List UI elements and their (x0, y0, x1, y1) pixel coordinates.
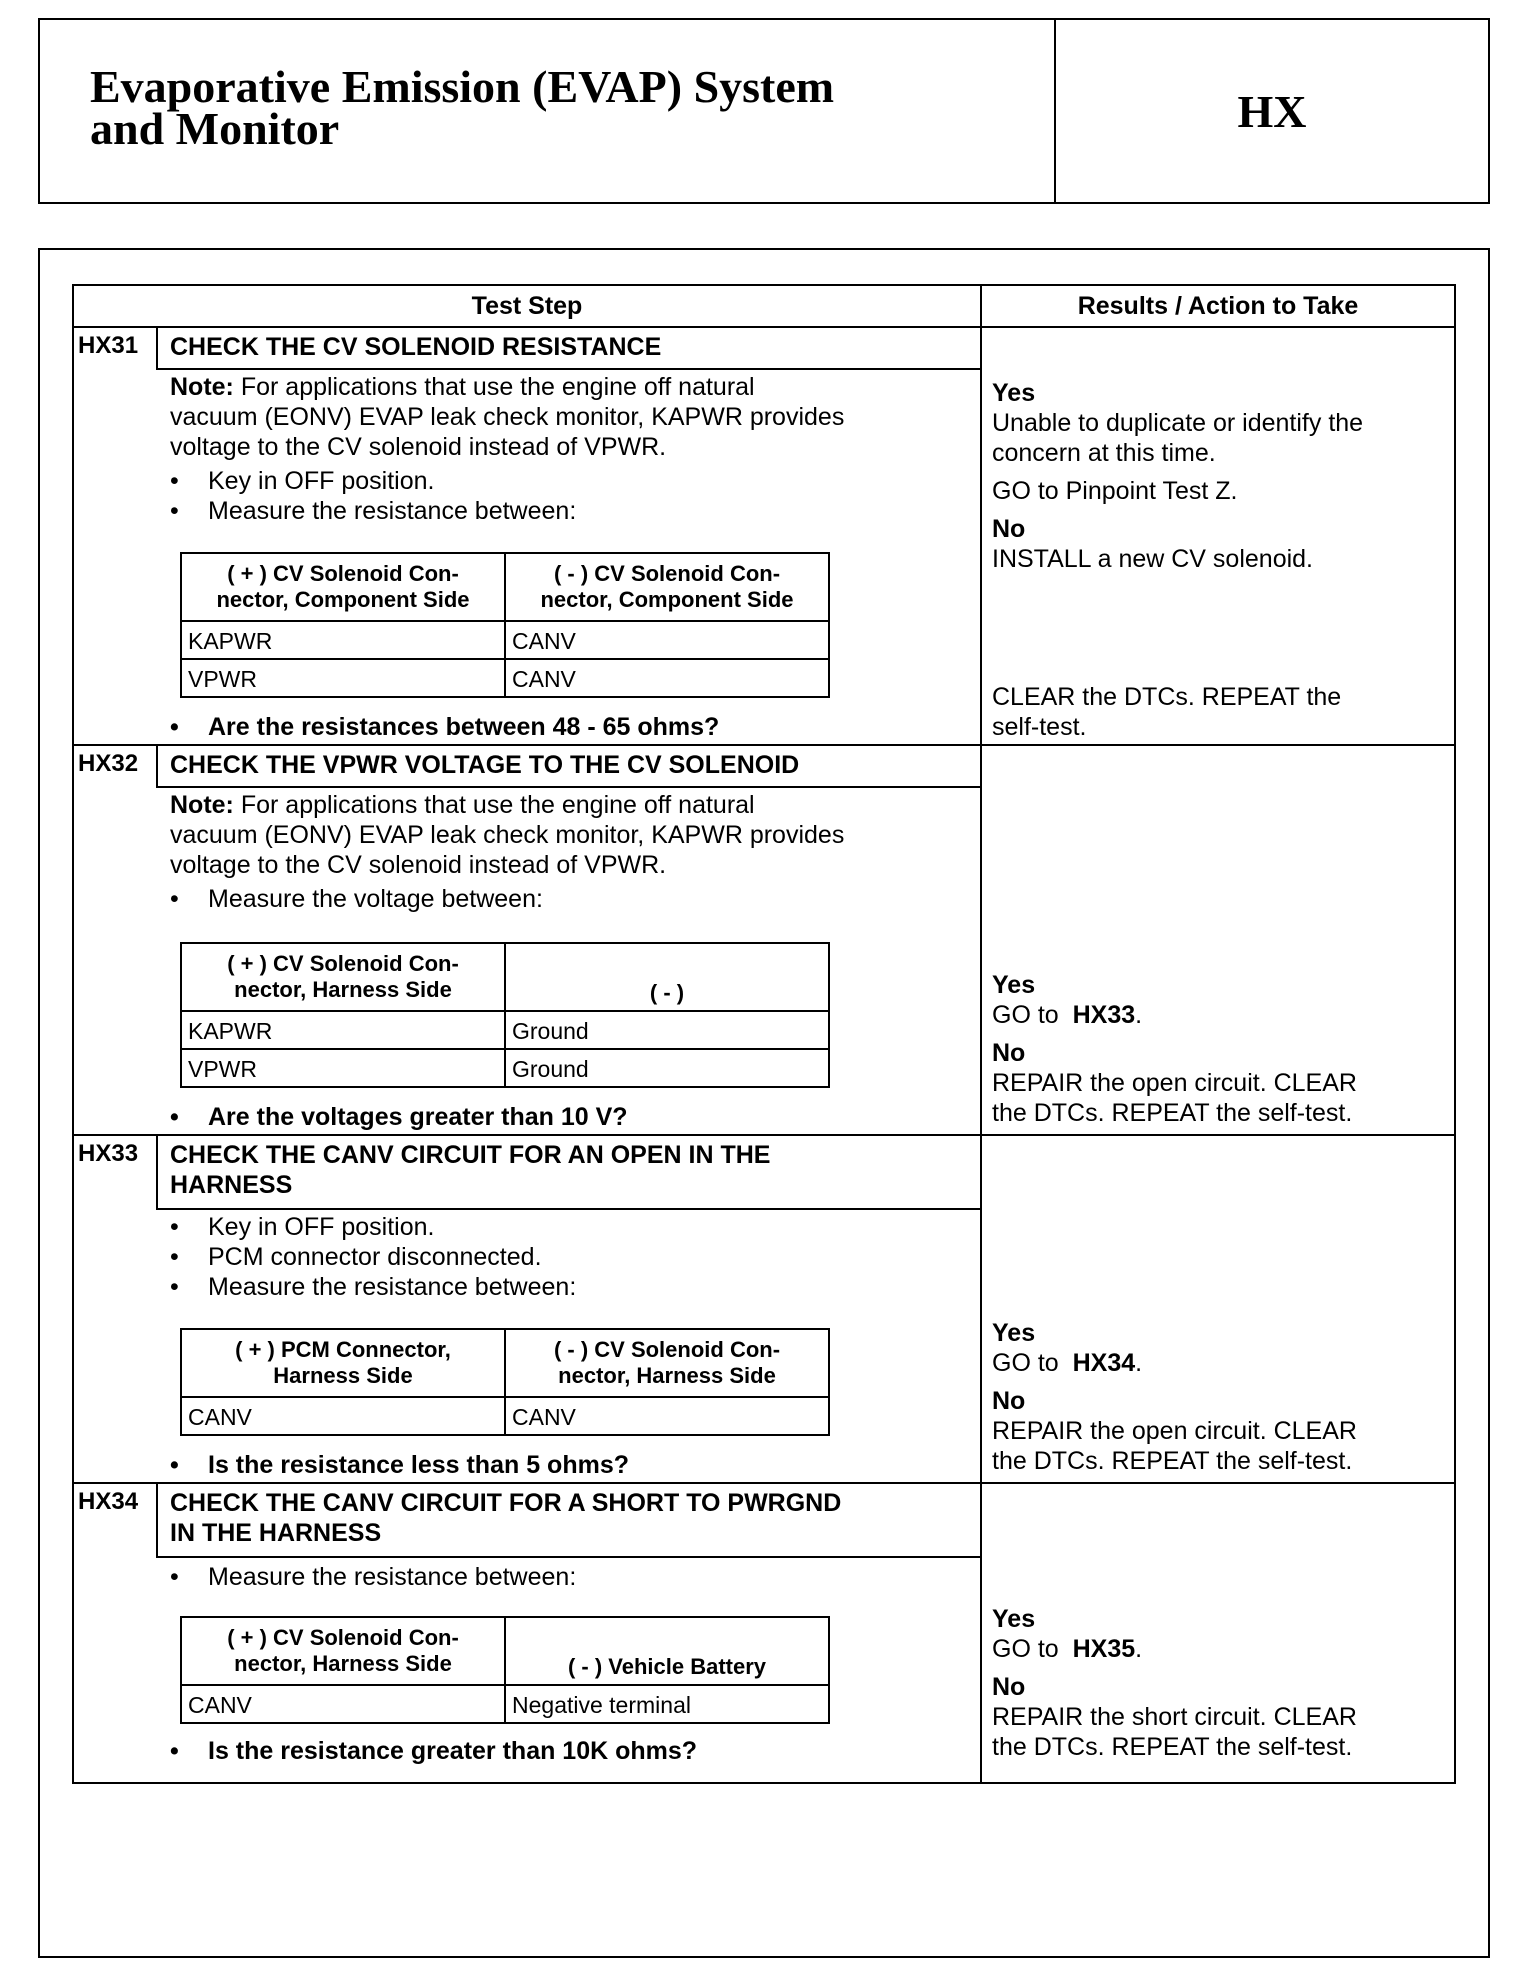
note-line: For applications that use the engine off natural (240, 791, 755, 819)
step-result (992, 378, 1452, 574)
inner-header: ( - ) CV Solenoid Con- nector, Component Side (540, 561, 794, 612)
bullet-glyph: • (170, 713, 179, 741)
step-result (992, 970, 1452, 1128)
result-line: the DTCs. REPEAT the self-test. (992, 1733, 1353, 1761)
result-line (992, 1634, 1452, 1664)
title-line: CHECK THE CANV CIRCUIT FOR A SHORT TO PWRGND (170, 1489, 842, 1517)
inner-header: ( + ) CV Solenoid Con- nector, Harness Side (227, 951, 459, 1002)
col-header-results: Results / Action to Take (1077, 291, 1359, 320)
bullet-text: Measure the resistance between: (208, 1273, 577, 1301)
column-divider (980, 286, 982, 1782)
step-id-divider (156, 746, 158, 786)
result-line: REPAIR the short circuit. CLEAR (992, 1703, 1357, 1731)
bullet-glyph: • (170, 1737, 179, 1765)
section-code: HX (1237, 85, 1307, 137)
step-id-divider (156, 328, 158, 368)
yes-label: Yes (992, 1319, 1036, 1347)
no-label: No (992, 1039, 1026, 1067)
page-header (38, 18, 1490, 204)
test-step-table (72, 284, 1456, 1784)
step-result (992, 1318, 1452, 1476)
step-result-extra (992, 682, 1452, 742)
step-question (170, 1736, 697, 1766)
step-title-underline (156, 786, 980, 788)
go-to-text: GO to (992, 1349, 1059, 1377)
result-line (992, 1348, 1452, 1378)
inner-cell: Ground (512, 1056, 589, 1082)
bullet-glyph: • (170, 1213, 179, 1241)
step-divider (74, 744, 1454, 746)
inner-cell: CANV (188, 1692, 252, 1718)
inner-cell: KAPWR (188, 1018, 273, 1044)
bullet-glyph: • (170, 1273, 179, 1301)
note-line: For applications that use the engine off natural (240, 373, 755, 401)
bullet-glyph: • (170, 1563, 179, 1591)
note-line: voltage to the CV solenoid instead of VPWR. (170, 851, 667, 879)
inner-header: ( - ) Vehicle Battery (567, 1654, 767, 1679)
bullet-text: Measure the resistance between: (208, 497, 577, 525)
inner-header: ( + ) PCM Connector, Harness Side (235, 1337, 451, 1388)
step-id: HX31 (78, 332, 139, 359)
bullet-item (170, 1272, 576, 1302)
result-line: INSTALL a new CV solenoid. (992, 545, 1313, 573)
title-line: IN THE HARNESS (170, 1519, 382, 1547)
question-text: Are the resistances between 48 - 65 ohms? (208, 713, 720, 741)
step-title-underline (156, 1556, 980, 1558)
step-question (170, 1450, 629, 1480)
inner-cell: CANV (512, 666, 576, 692)
period: . (1135, 1349, 1143, 1377)
step-title: CHECK THE VPWR VOLTAGE TO THE CV SOLENOID (170, 751, 800, 779)
yes-label: Yes (992, 1605, 1036, 1633)
title-line-1: Evaporative Emission (EVAP) System (90, 61, 835, 112)
page-title (90, 61, 1040, 154)
step-id-divider (156, 1484, 158, 1556)
note-label: Note: (170, 791, 234, 819)
bullet-text: PCM connector disconnected. (208, 1243, 542, 1271)
bullet-item (170, 496, 576, 526)
bullet-item (170, 1212, 434, 1242)
bullet-item (170, 884, 543, 914)
inner-header: ( + ) CV Solenoid Con- nector, Component Side (216, 561, 470, 612)
step-result (992, 1604, 1452, 1762)
step-id: HX34 (78, 1488, 139, 1515)
inner-header: ( - ) CV Solenoid Con- nector, Harness Side (553, 1337, 781, 1388)
go-to-target: HX35 (1072, 1635, 1136, 1663)
bullet-text: Key in OFF position. (208, 1213, 435, 1241)
go-to-text: GO to (992, 1001, 1059, 1029)
question-text: Is the resistance greater than 10K ohms? (208, 1737, 698, 1765)
bullet-text: Measure the voltage between: (208, 885, 543, 913)
note-line: vacuum (EONV) EVAP leak check monitor, KAPWR provides (170, 821, 845, 849)
result-line: the DTCs. REPEAT the self-test. (992, 1099, 1353, 1127)
note-line: voltage to the CV solenoid instead of VPWR. (170, 433, 667, 461)
bullet-glyph: • (170, 1103, 179, 1131)
col-header-test-step: Test Step (471, 291, 583, 320)
note-label: Note: (170, 373, 234, 401)
inner-cell: VPWR (188, 666, 257, 692)
step-question (170, 712, 719, 742)
go-to-text: GO to (992, 1635, 1059, 1663)
bullet-item (170, 466, 434, 496)
yes-label: Yes (992, 379, 1036, 407)
step-divider (74, 1134, 1454, 1136)
result-line: GO to Pinpoint Test Z. (992, 477, 1238, 505)
step-title (170, 1140, 960, 1200)
inner-header: ( + ) CV Solenoid Con- nector, Harness Side (227, 1625, 459, 1676)
bullet-glyph: • (170, 1243, 179, 1271)
measurement-table (180, 1616, 830, 1724)
bullet-glyph: • (170, 497, 179, 525)
bullet-glyph: • (170, 885, 179, 913)
step-id: HX33 (78, 1140, 139, 1167)
no-label: No (992, 1387, 1026, 1415)
step-question (170, 1102, 628, 1132)
inner-cell: CANV (188, 1404, 252, 1430)
step-title-underline (156, 368, 980, 370)
step-title (170, 1488, 960, 1548)
result-line: the DTCs. REPEAT the self-test. (992, 1447, 1353, 1475)
yes-label: Yes (992, 971, 1036, 999)
result-line: CLEAR the DTCs. REPEAT the (992, 683, 1342, 711)
measurement-table (180, 1328, 830, 1436)
result-line: self-test. (992, 713, 1087, 741)
result-line: REPAIR the open circuit. CLEAR (992, 1069, 1357, 1097)
no-label: No (992, 515, 1026, 543)
inner-cell: Ground (512, 1018, 589, 1044)
inner-cell: KAPWR (188, 628, 273, 654)
step-note (170, 372, 970, 462)
title-line: HARNESS (170, 1171, 293, 1199)
bullet-glyph: • (170, 1451, 179, 1479)
period: . (1135, 1635, 1143, 1663)
inner-cell: CANV (512, 1404, 576, 1430)
question-text: Is the resistance less than 5 ohms? (208, 1451, 629, 1479)
step-divider (74, 1482, 1454, 1484)
no-label: No (992, 1673, 1026, 1701)
title-line: CHECK THE CANV CIRCUIT FOR AN OPEN IN THE (170, 1141, 771, 1169)
step-title-underline (156, 1208, 980, 1210)
period: . (1135, 1001, 1143, 1029)
inner-cell: VPWR (188, 1056, 257, 1082)
header-divider-line (74, 326, 1454, 328)
title-line-2: and Monitor (90, 103, 340, 154)
result-line (992, 1000, 1452, 1030)
result-line: Unable to duplicate or identify the (992, 409, 1364, 437)
step-id: HX32 (78, 750, 139, 777)
inner-header: ( - ) (649, 980, 685, 1005)
question-text: Are the voltages greater than 10 V? (208, 1103, 628, 1131)
bullet-text: Key in OFF position. (208, 467, 435, 495)
bullet-item (170, 1562, 576, 1592)
inner-cell: Negative terminal (512, 1692, 691, 1718)
step-id-divider (156, 1136, 158, 1208)
note-line: vacuum (EONV) EVAP leak check monitor, KAPWR provides (170, 403, 845, 431)
bullet-glyph: • (170, 467, 179, 495)
measurement-table (180, 552, 830, 698)
result-line: REPAIR the open circuit. CLEAR (992, 1417, 1357, 1445)
go-to-target: HX33 (1072, 1001, 1136, 1029)
step-title: CHECK THE CV SOLENOID RESISTANCE (170, 333, 662, 361)
go-to-target: HX34 (1072, 1349, 1136, 1377)
bullet-text: Measure the resistance between: (208, 1563, 577, 1591)
measurement-table (180, 942, 830, 1088)
bullet-item (170, 1242, 542, 1272)
result-line: concern at this time. (992, 439, 1216, 467)
step-note (170, 790, 970, 880)
inner-cell: CANV (512, 628, 576, 654)
